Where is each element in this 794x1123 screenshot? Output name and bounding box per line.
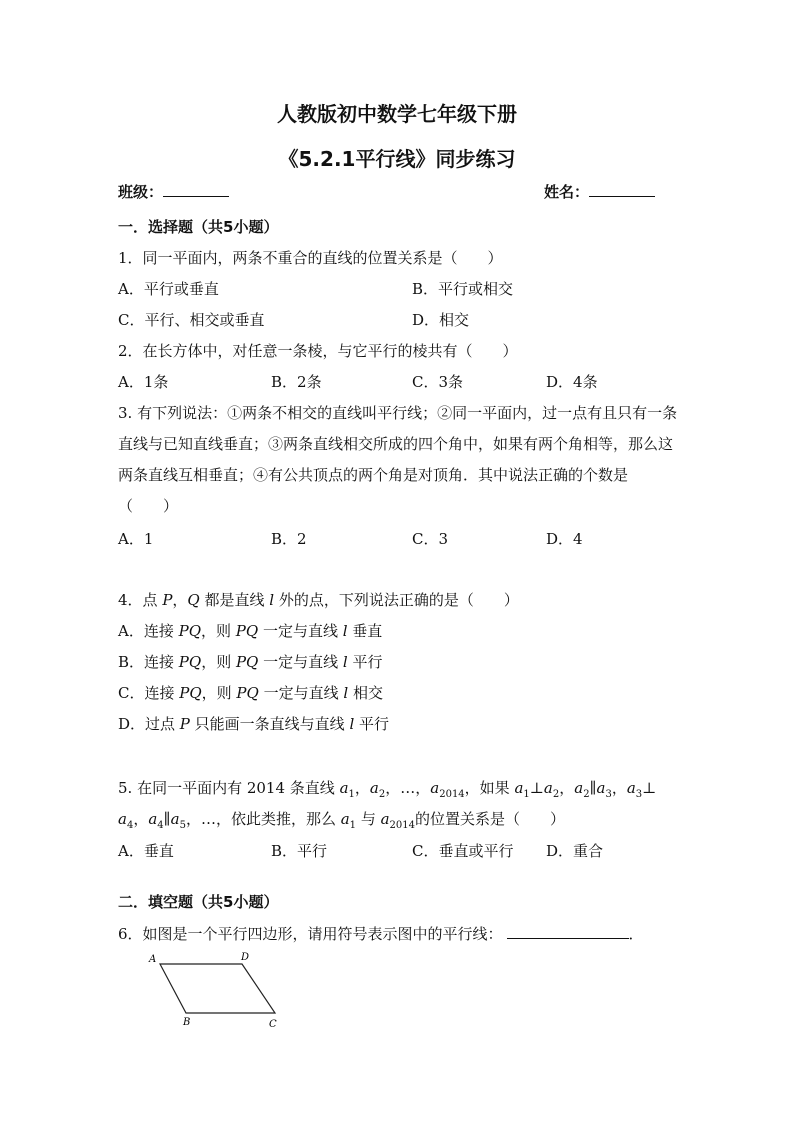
segment-pq: PQ (235, 622, 259, 640)
name-blank[interactable] (589, 182, 655, 197)
q6-stem-text: 6．如图是一个平行四边形，请用符号表示图中的平行线： (118, 925, 503, 943)
perp-symbol: ⊥ (529, 779, 544, 797)
sub-2: 2 (378, 789, 386, 800)
vertex-label-d: D (241, 952, 250, 963)
ellipsis: … (400, 779, 416, 797)
point-p: P (162, 591, 173, 609)
q4-b-post: 一定与直线 (258, 653, 343, 671)
var-a: a (148, 810, 158, 828)
q4-a-ze: ，则 (201, 622, 236, 640)
vertex-label-b: B (183, 1017, 191, 1028)
q1-option-b[interactable]: B．平行或相交 (412, 280, 514, 298)
q2-option-a[interactable]: A．1条 (118, 373, 169, 391)
q5-if: ，如果 (464, 779, 515, 797)
var-a: a (339, 779, 349, 797)
parallel-symbol: ∥ (589, 779, 597, 797)
q4-c-post: 一定与直线 (258, 684, 344, 702)
q5-option-c[interactable]: C．垂直或平行 (412, 842, 514, 860)
var-a: a (369, 779, 379, 797)
segment-pq: PQ (178, 653, 202, 671)
q4-stem (118, 590, 519, 610)
name-label: 姓名： (544, 183, 590, 201)
var-a: a (543, 779, 553, 797)
vertex-label-a: A (149, 954, 157, 965)
q1-stem: 1．同一平面内，两条不重合的直线的位置关系是（ ） (118, 249, 503, 267)
q4-b-end: 平行 (347, 653, 383, 671)
page-title: 人教版初中数学七年级下册 (277, 102, 517, 126)
perp-symbol: ⊥ (642, 779, 657, 797)
q5-with: 与 (356, 810, 381, 828)
q3-stem: 3. 有下列说法：①两条不相交的直线叫平行线；②同一平面内，过一点有且只有一条直线与已知直线垂直；③两条直线相交所成的四个角中，如果有两个角相等，那么这两条直线互相垂直；④有公共顶点的两个角是对顶角．其中说法正确的个数是（ ） (118, 404, 678, 515)
q3-option-b[interactable]: B．2 (271, 530, 307, 548)
comma: ， (611, 779, 627, 797)
sub-1: 1 (348, 789, 355, 800)
sub-5: 5 (179, 820, 186, 831)
q4-d-pre: D．过点 (118, 715, 180, 733)
q3-option-d[interactable]: D．4 (546, 530, 583, 548)
q4-a-end: 垂直 (347, 622, 383, 640)
var-a: a (626, 779, 636, 797)
var-a: a (430, 779, 440, 797)
sub-4: 4 (126, 820, 134, 831)
q4-option-d[interactable] (118, 714, 389, 734)
q5-option-a[interactable]: A．垂直 (118, 842, 174, 860)
q4-option-a[interactable] (118, 621, 382, 641)
sub-1: 1 (349, 820, 357, 831)
line-l: l (349, 715, 355, 733)
q5-stem-line2 (118, 809, 565, 836)
sub-2014: 2014 (439, 789, 465, 800)
sub-4: 4 (157, 820, 164, 831)
var-a: a (596, 779, 606, 797)
q4-mid: 都是直线 (199, 591, 270, 609)
parallelogram-figure (140, 948, 290, 1030)
line-l: l (343, 684, 349, 702)
sub-2014: 2014 (389, 820, 415, 831)
q4-option-b[interactable] (118, 652, 383, 672)
q5-line2-end: ，…，依此类推，那么 (185, 810, 341, 828)
q4-d-end: 平行 (354, 715, 390, 733)
line-l: l (342, 653, 348, 671)
q5-option-b[interactable]: B．平行 (271, 842, 328, 860)
q1-option-d[interactable]: D．相交 (412, 311, 470, 329)
class-label: 班级： (118, 183, 164, 201)
q3-option-a[interactable]: A．1 (118, 530, 154, 548)
section-heading-fill: 二．填空题（共5小题） (118, 893, 279, 911)
q5-stem-line1 (118, 778, 656, 805)
var-a: a (574, 779, 584, 797)
line-l: l (342, 622, 348, 640)
sub-3: 3 (635, 789, 643, 800)
q3-option-c[interactable]: C．3 (412, 530, 449, 548)
var-a: a (380, 810, 390, 828)
q4-number: 4．点 (118, 591, 163, 609)
q5-tail: 的位置关系是（ ） (415, 810, 566, 828)
sub-2: 2 (552, 789, 560, 800)
sub-3: 3 (605, 789, 612, 800)
q2-option-d[interactable]: D．4条 (546, 373, 598, 391)
q4-b-ze: ，则 (201, 653, 236, 671)
var-a: a (118, 810, 127, 828)
q6-stem (118, 924, 644, 944)
segment-pq: PQ (178, 622, 201, 640)
name-field (544, 182, 655, 202)
q4-c-pre: C．连接 (118, 684, 180, 702)
comma: ， (133, 810, 149, 828)
parallelogram-shape (160, 964, 275, 1013)
page-subtitle: 《5.2.1平行线》同步练习 (278, 147, 516, 171)
segment-pq: PQ (235, 653, 259, 671)
section-heading-choice: 一．选择题（共5小题） (118, 218, 279, 236)
sub-1: 1 (523, 789, 530, 800)
q2-option-b[interactable]: B．2条 (271, 373, 322, 391)
q2-option-c[interactable]: C．3条 (412, 373, 464, 391)
point-q: Q (187, 591, 200, 609)
point-p: P (179, 715, 190, 733)
comma: ， (559, 779, 575, 797)
q4-b-pre: B．连接 (118, 653, 179, 671)
q4-c-ze: ，则 (201, 684, 237, 702)
vertex-label-c: C (269, 1019, 277, 1030)
q4-end: 外的点，下列说法正确的是（ ） (274, 591, 519, 609)
comma: ， (415, 779, 431, 797)
q4-a-pre: A．连接 (118, 622, 179, 640)
q4-option-c[interactable] (118, 683, 383, 703)
q4-c-end: 相交 (348, 684, 383, 702)
q4-d-mid: 只能画一条直线与直线 (189, 715, 350, 733)
comma: ， (354, 779, 370, 797)
q5-pre: 5. 在同一平面内有 2014 条直线 (118, 779, 340, 797)
line-l: l (269, 591, 275, 609)
q1-option-c[interactable]: C．平行、相交或垂直 (118, 311, 265, 329)
segment-pq: PQ (236, 684, 259, 702)
var-a: a (514, 779, 524, 797)
class-blank[interactable] (163, 182, 229, 197)
var-a: a (170, 810, 180, 828)
q1-option-a[interactable]: A．平行或垂直 (118, 280, 219, 298)
q6-answer-blank[interactable] (507, 924, 629, 939)
parallel-symbol: ∥ (163, 810, 171, 828)
q6-period: ． (628, 925, 644, 943)
q2-stem: 2．在长方体中，对任意一条棱，与它平行的棱共有（ ） (118, 342, 518, 360)
var-a: a (340, 810, 350, 828)
q4-a-post: 一定与直线 (258, 622, 343, 640)
q4-sep: ， (172, 591, 188, 609)
comma: ， (385, 779, 401, 797)
sub-2: 2 (583, 789, 590, 800)
segment-pq: PQ (179, 684, 202, 702)
class-field (118, 182, 229, 202)
q5-option-d[interactable]: D．重合 (546, 842, 604, 860)
